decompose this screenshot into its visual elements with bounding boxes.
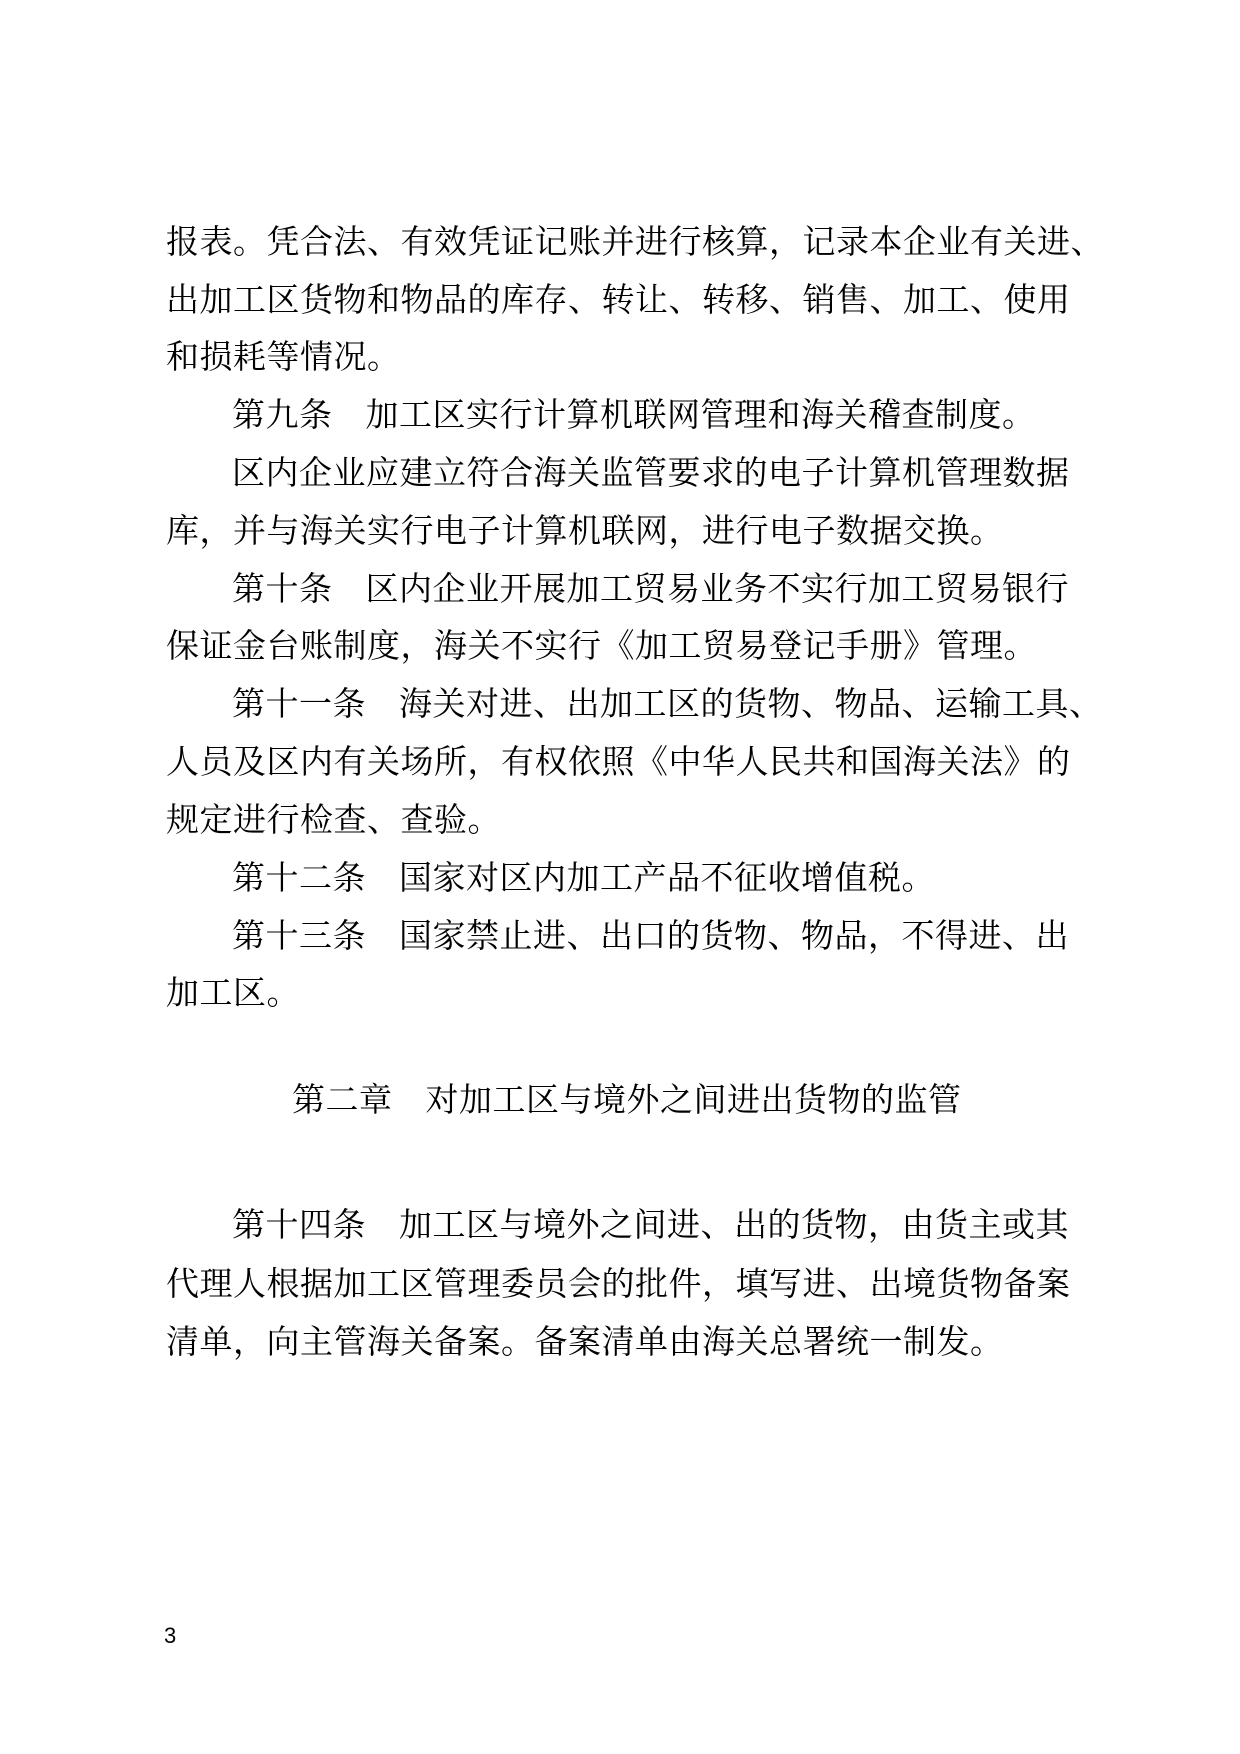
text-line-1: 报表。凭合法、有效凭证记账并进行核算，记录本企业有关进、 <box>166 222 1104 261</box>
article-13-line <box>232 916 1069 956</box>
chapter-heading <box>292 1080 962 1120</box>
article-9-line <box>232 395 1036 435</box>
article-10-line <box>232 569 1069 609</box>
text-line-18: 清单，向主管海关备案。备案清单由海关总署统一制发。 <box>166 1322 1004 1361</box>
text-line-2: 出加工区货物和物品的库存、转让、转移、销售、加工、使用 <box>166 280 1071 319</box>
article-11-line <box>232 684 1103 724</box>
article-9-label: 第九条 <box>232 395 333 434</box>
text-line-14: 加工区。 <box>166 973 300 1012</box>
article-11-text: 海关对进、出加工区的货物、物品、运输工具、 <box>399 684 1103 723</box>
text-line-8: 保证金台账制度，海关不实行《加工贸易登记手册》管理。 <box>166 626 1037 665</box>
article-14-line <box>232 1205 1069 1245</box>
article-10-text: 区内企业开展加工贸易业务不实行加工贸易银行 <box>365 569 1069 608</box>
article-12-text: 国家对区内加工产品不征收增值税。 <box>399 858 935 897</box>
article-13-label: 第十三条 <box>232 916 366 955</box>
text-line-5: 区内企业应建立符合海关监管要求的电子计算机管理数据 <box>232 453 1070 492</box>
text-line-11: 规定进行检查、查验。 <box>166 800 501 839</box>
text-line-17: 代理人根据加工区管理委员会的批件，填写进、出境货物备案 <box>166 1264 1071 1303</box>
article-9-text: 加工区实行计算机联网管理和海关稽查制度。 <box>365 395 1036 434</box>
text-line-6: 库，并与海关实行电子计算机联网，进行电子数据交换。 <box>166 511 1004 550</box>
chapter-title: 对加工区与境外之间进出货物的监管 <box>425 1080 962 1119</box>
text-line-3: 和损耗等情况。 <box>166 337 401 376</box>
article-14-text: 加工区与境外之间进、出的货物，由货主或其 <box>399 1205 1069 1244</box>
chapter-label: 第二章 <box>292 1080 393 1119</box>
article-13-text: 国家禁止进、出口的货物、物品，不得进、出 <box>399 916 1069 955</box>
article-11-label: 第十一条 <box>232 684 366 723</box>
article-10-label: 第十条 <box>232 569 333 608</box>
page-number: 3 <box>164 1623 177 1648</box>
article-12-line <box>232 858 935 898</box>
text-line-10: 人员及区内有关场所，有权依照《中华人民共和国海关法》的 <box>166 742 1071 781</box>
article-14-label: 第十四条 <box>232 1205 366 1244</box>
article-12-label: 第十二条 <box>232 858 366 897</box>
